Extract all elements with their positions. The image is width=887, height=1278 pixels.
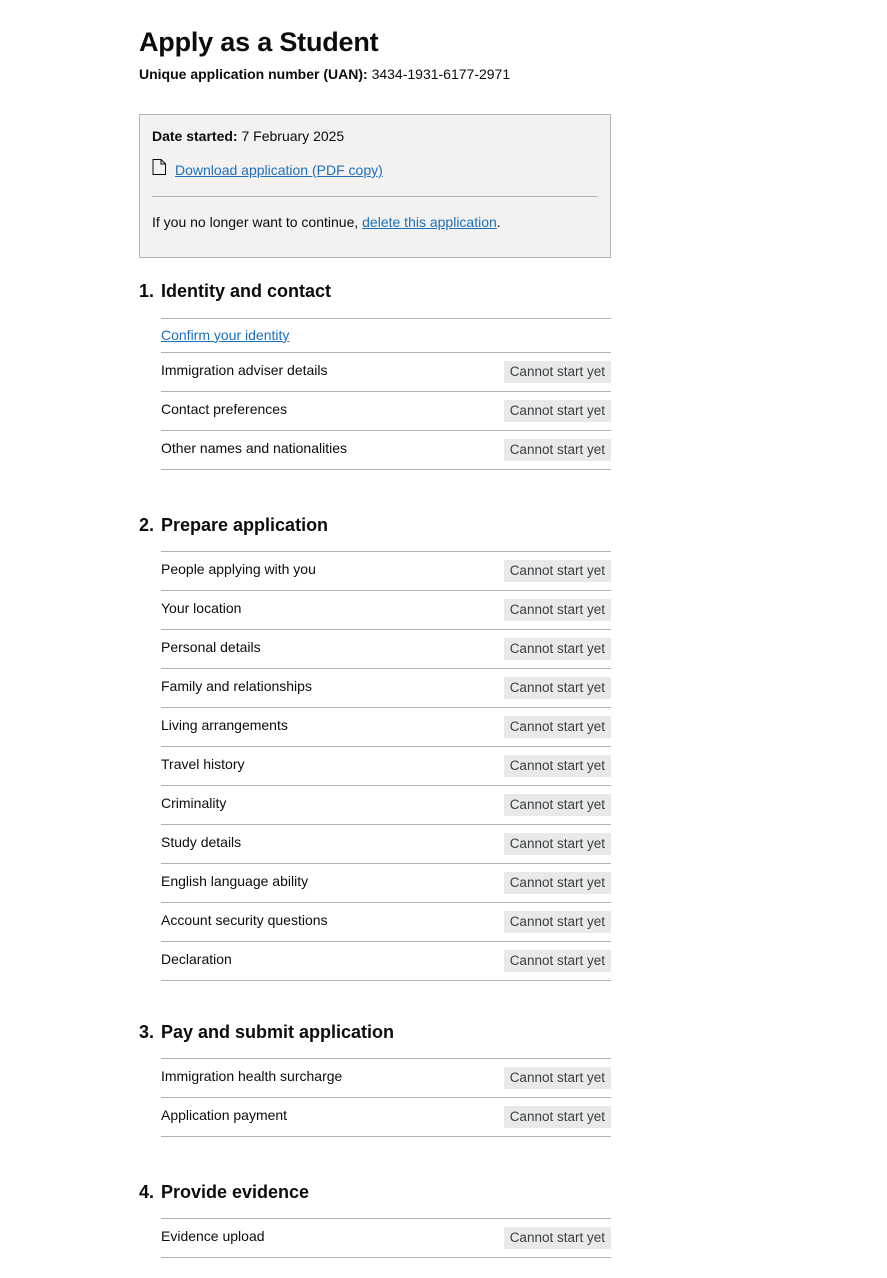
delete-line (152, 213, 501, 231)
status-tag: Cannot start yet (504, 716, 611, 738)
task-name: Declaration (161, 951, 232, 967)
delete-suffix: . (496, 214, 501, 230)
section-3 (139, 1020, 611, 1124)
status-tag: Cannot start yet (504, 1227, 611, 1249)
date-started-label: Date started: (152, 128, 238, 144)
task-row (161, 1098, 611, 1137)
section-2 (139, 513, 611, 968)
download-row (152, 160, 383, 180)
status-tag: Cannot start yet (504, 911, 611, 933)
status-tag: Cannot start yet (504, 361, 611, 383)
task-row (161, 353, 611, 392)
task-rows (161, 318, 611, 470)
section-number: 4. (139, 1182, 155, 1202)
status-tag: Cannot start yet (504, 638, 611, 660)
uan-line (139, 65, 510, 83)
task-row (161, 786, 611, 825)
panel-divider (152, 196, 598, 197)
task-row (161, 392, 611, 431)
task-row (161, 431, 611, 470)
status-tag: Cannot start yet (504, 599, 611, 621)
task-name: Study details (161, 834, 242, 850)
page-title: Apply as a Student (139, 27, 379, 57)
task-name: Your location (161, 600, 242, 616)
section-title: Pay and submit application (161, 1022, 395, 1042)
uan-value: 3434-1931-6177-2971 (371, 66, 511, 82)
task-row (161, 825, 611, 864)
task-row (161, 630, 611, 669)
status-tag: Cannot start yet (504, 794, 611, 816)
section-heading (139, 1180, 611, 1204)
status-tag: Cannot start yet (504, 677, 611, 699)
task-name: Application payment (161, 1107, 288, 1123)
task-name: Contact preferences (161, 401, 288, 417)
task-name: People applying with you (161, 561, 316, 577)
task-name: Evidence upload (161, 1228, 265, 1244)
section-heading (139, 1020, 611, 1044)
task-name: English language ability (161, 873, 309, 889)
application-summary-panel (139, 114, 611, 258)
uan-label: Unique application number (UAN): (139, 66, 368, 82)
task-name: Travel history (161, 756, 245, 772)
section-title: Provide evidence (161, 1182, 310, 1202)
task-name: Living arrangements (161, 717, 288, 733)
task-row (161, 591, 611, 630)
download-application-link[interactable]: Download application (PDF copy) (175, 162, 383, 178)
task-rows (161, 1218, 611, 1258)
task-row (161, 903, 611, 942)
task-rows (161, 551, 611, 981)
task-row (161, 864, 611, 903)
task-row (161, 942, 611, 981)
task-row[interactable] (161, 319, 611, 353)
section-1 (139, 279, 611, 457)
section-heading (139, 513, 611, 537)
task-name: Immigration adviser details (161, 362, 328, 378)
date-started-value: 7 February 2025 (241, 128, 345, 144)
status-tag: Cannot start yet (504, 833, 611, 855)
document-icon (152, 159, 166, 175)
status-tag: Cannot start yet (504, 439, 611, 461)
task-rows (161, 1058, 611, 1137)
task-row (161, 1219, 611, 1258)
delete-prefix: If you no longer want to continue, (152, 214, 359, 230)
section-title: Prepare application (161, 515, 329, 535)
task-link[interactable]: Confirm your identity (161, 326, 290, 343)
task-name: Family and relationships (161, 678, 312, 694)
section-4 (139, 1180, 611, 1245)
task-row (161, 669, 611, 708)
task-row (161, 747, 611, 786)
date-started (152, 127, 344, 145)
task-name: Criminality (161, 795, 227, 811)
status-tag: Cannot start yet (504, 872, 611, 894)
status-tag: Cannot start yet (504, 1106, 611, 1128)
status-tag: Cannot start yet (504, 560, 611, 582)
section-title: Identity and contact (161, 281, 332, 301)
task-row (161, 552, 611, 591)
task-name: Immigration health surcharge (161, 1068, 343, 1084)
status-tag: Cannot start yet (504, 755, 611, 777)
task-row (161, 1059, 611, 1098)
task-name: Other names and nationalities (161, 440, 347, 456)
status-tag: Cannot start yet (504, 400, 611, 422)
delete-application-link[interactable]: delete this application (362, 214, 497, 230)
section-number: 3. (139, 1022, 155, 1042)
status-tag: Cannot start yet (504, 950, 611, 972)
task-name: Account security questions (161, 912, 328, 928)
task-row (161, 708, 611, 747)
section-number: 1. (139, 281, 155, 301)
section-number: 2. (139, 515, 155, 535)
task-name: Personal details (161, 639, 261, 655)
section-heading (139, 279, 611, 303)
status-tag: Cannot start yet (504, 1067, 611, 1089)
